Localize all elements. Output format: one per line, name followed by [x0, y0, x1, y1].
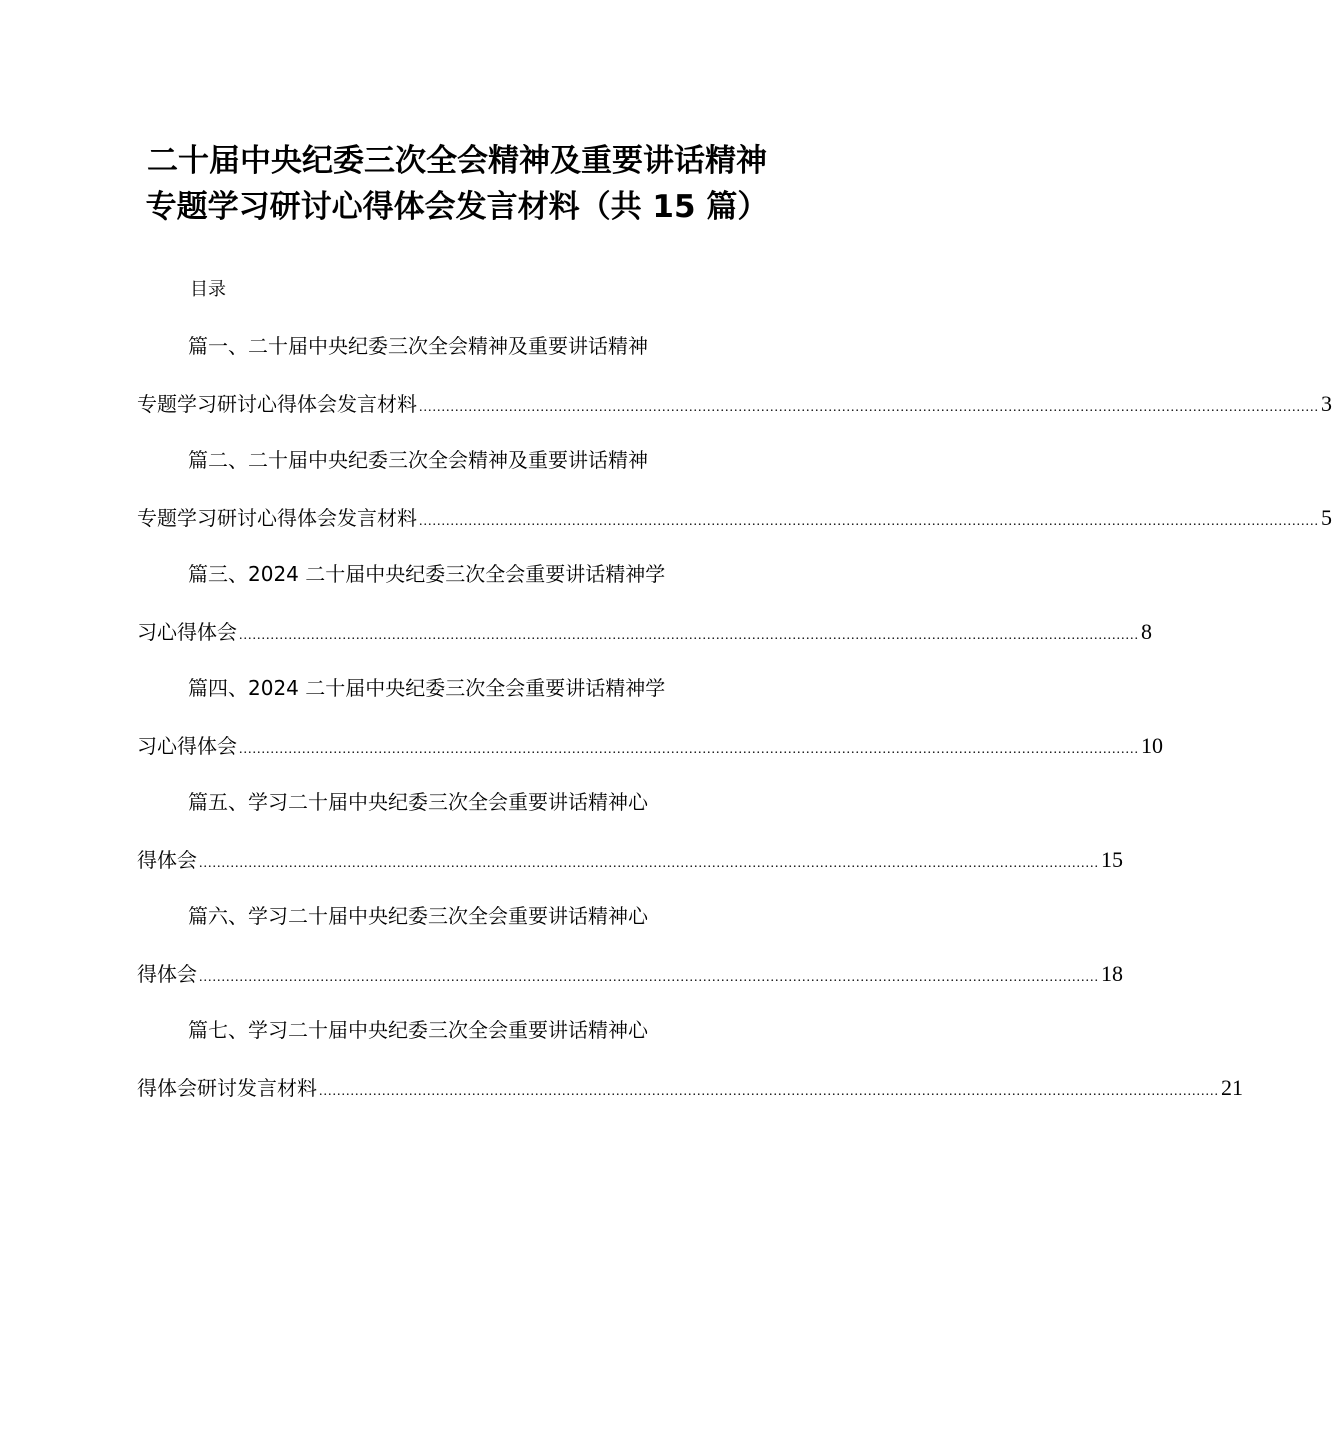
- toc-entry-title-cont: 得体会: [137, 848, 197, 872]
- toc-page-number: 15: [1101, 847, 1123, 872]
- table-of-contents: [137, 318, 1332, 1116]
- toc-page-number: 10: [1141, 733, 1163, 758]
- document-title: 二十届中央纪委三次全会精神及重要讲话精神专题学习研讨心得体会发言材料（共 15 篇）: [145, 143, 769, 225]
- toc-page-number: 5: [1321, 505, 1332, 530]
- toc-entry-title-cont: 得体会: [137, 962, 197, 986]
- toc-entry-title-cont: 得体会研讨发言材料: [137, 1076, 317, 1100]
- toc-entry-title-cont: 习心得体会: [137, 620, 237, 644]
- toc-entry-2[interactable]: [137, 432, 1332, 546]
- toc-entry-3[interactable]: [137, 546, 1152, 660]
- toc-entry-title-cont: 习心得体会: [137, 734, 237, 758]
- toc-entry-title-cont: 专题学习研讨心得体会发言材料: [137, 506, 417, 530]
- toc-entry-title: 篇五、学习二十届中央纪委三次全会重要讲话精神心: [188, 790, 648, 814]
- toc-entry-6[interactable]: [137, 888, 1123, 1002]
- dot-leader: ........................................................................................................................................................................................................: [199, 970, 1099, 985]
- toc-page-number: 18: [1101, 961, 1123, 986]
- toc-page-number: 21: [1221, 1075, 1243, 1100]
- dot-leader: ........................................................................................................................................................................................................: [199, 856, 1099, 871]
- toc-entry-4[interactable]: [137, 660, 1163, 774]
- toc-entry-title: 篇三、2024 二十届中央纪委三次全会重要讲话精神学: [188, 562, 666, 586]
- toc-entry-1[interactable]: [137, 318, 1332, 432]
- toc-entry-title: 篇一、二十届中央纪委三次全会精神及重要讲话精神: [188, 334, 648, 358]
- toc-entry-title: 篇二、二十届中央纪委三次全会精神及重要讲话精神: [188, 448, 648, 472]
- toc-entry-title: 篇七、学习二十届中央纪委三次全会重要讲话精神心: [188, 1018, 648, 1042]
- dot-leader: ........................................................................................................................................................................................................: [239, 628, 1139, 643]
- dot-leader: ........................................................................................................................................................................................................: [239, 742, 1139, 757]
- toc-entry-5[interactable]: [137, 774, 1123, 888]
- toc-page-number: 8: [1141, 619, 1152, 644]
- toc-entry-title: 篇六、学习二十届中央纪委三次全会重要讲话精神心: [188, 904, 648, 928]
- dot-leader: ........................................................................................................................................................................................................: [419, 514, 1319, 529]
- document-page: [0, 138, 1332, 1439]
- dot-leader: ........................................................................................................................................................................................................: [419, 400, 1319, 415]
- toc-entry-7[interactable]: [137, 1002, 1243, 1116]
- toc-heading: 目录: [190, 279, 226, 300]
- toc-entry-title: 篇四、2024 二十届中央纪委三次全会重要讲话精神学: [188, 676, 666, 700]
- toc-entry-title-cont: 专题学习研讨心得体会发言材料: [137, 392, 417, 416]
- dot-leader: ........................................................................................................................................................................................................: [319, 1084, 1219, 1099]
- toc-page-number: 3: [1321, 391, 1332, 416]
